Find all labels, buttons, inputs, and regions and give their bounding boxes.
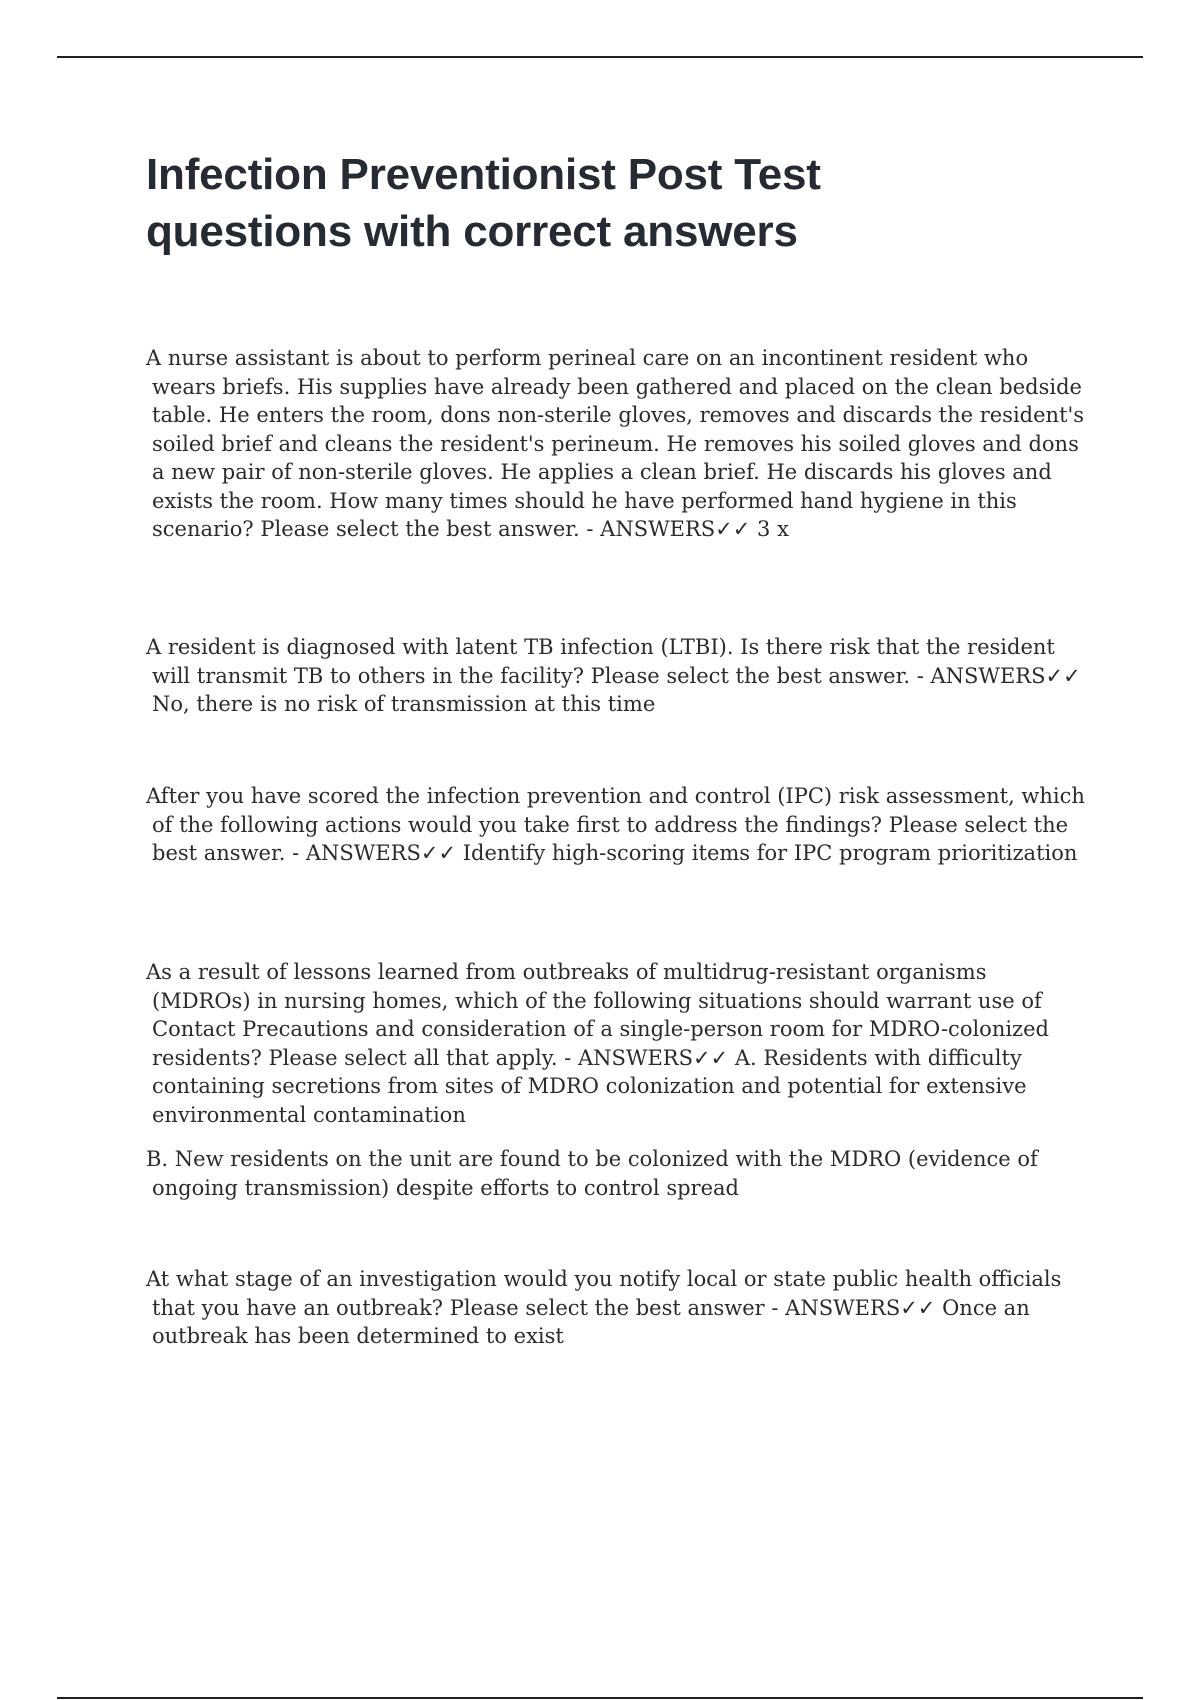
question-text: A resident is diagnosed with latent TB infection (LTBI). Is there risk that the resident will transmit TB to others in the facility? Please select the best answer. - ANSWERS✓✓ No, there is no risk of transmission at this time [146,635,1081,716]
question-answer-2 [146,633,1091,719]
question-text: After you have scored the infection prevention and control (IPC) risk assessment, which of the following actions would you take first to address the findings? Please select the best answer. - ANSWERS✓✓ Identify high-scoring items for IPC program prioritization [146,784,1085,865]
title-line-2: questions with correct answers [146,207,798,256]
top-rule [57,56,1143,58]
answer-continuation: B. New residents on the unit are found to be colonized with the MDRO (evidence of ongoing transmission) despite efforts to control spread [146,1147,1038,1200]
question-text: At what stage of an investigation would you notify local or state public health officials that you have an outbreak? Please select the best answer - ANSWERS✓✓ Once an outbreak has been determined to exist [146,1267,1062,1348]
question-answer-5 [146,1265,1091,1351]
bottom-rule [57,1697,1143,1699]
title-line-1: Infection Preventionist Post Test [146,150,821,199]
question-answer-1 [146,344,1091,544]
question-answer-4 [146,958,1091,1202]
question-text: As a result of lessons learned from outbreaks of multidrug-resistant organisms (MDROs) in nursing homes, which of the following situations should warrant use of Contact Precautions and consideration of a single-person room for MDRO-colonized residents? Please select all that apply. - ANSWERS✓✓ A. Residents with difficulty containing secretions from sites of MDRO colonization and potential for extensive environmental contamination [146,960,1049,1127]
question-answer-3 [146,782,1091,868]
document-title [146,146,1046,260]
question-text: A nurse assistant is about to perform perineal care on an incontinent resident who wears briefs. His supplies have already been gathered and placed on the clean bedside table. He enters the room, dons non-sterile gloves, removes and discards the resident's soiled brief and cleans the resident's perineum. He removes his soiled gloves and dons a new pair of non-sterile gloves. He applies a clean brief. He discards his gloves and exists the room. How many times should he have performed hand hygiene in this scenario? Please select the best answer. - ANSWERS✓✓ 3 x [146,346,1085,541]
